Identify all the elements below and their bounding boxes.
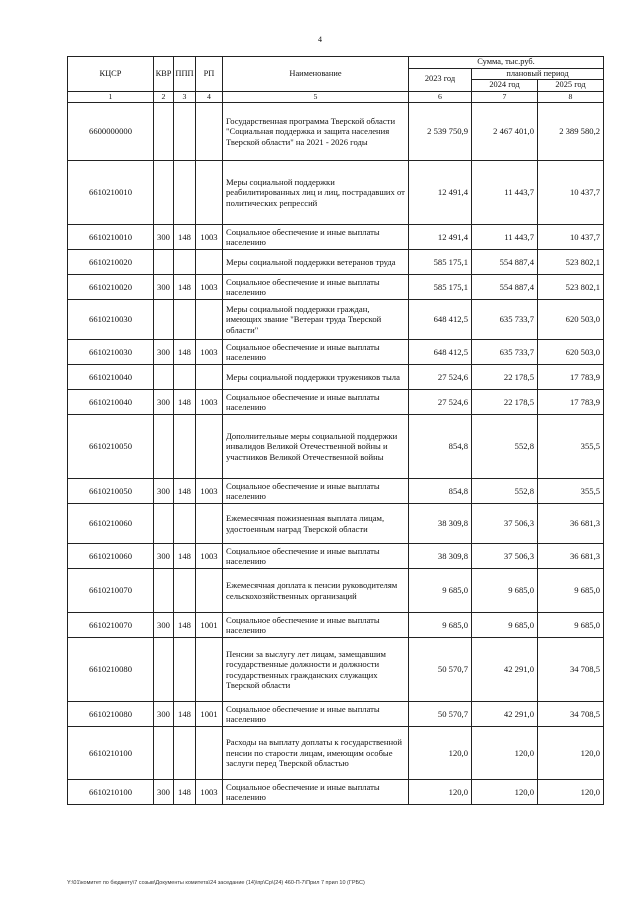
page-number: 4: [318, 35, 322, 44]
rp-cell: [196, 638, 223, 702]
amount-2025-cell: 620 503,0: [538, 340, 604, 365]
table-row: [68, 504, 604, 544]
amount-2024-cell: 552,8: [472, 479, 538, 504]
kvr-cell: [154, 365, 174, 390]
kvr-cell: [154, 103, 174, 161]
amount-2024-cell: 120,0: [472, 727, 538, 780]
ppp-cell: 148: [174, 780, 196, 805]
name-cell: Социальное обеспечение и иные выплаты населению: [223, 390, 409, 415]
budget-table: [67, 56, 604, 805]
name-cell: Ежемесячная пожизненная выплата лицам, удостоенным наград Тверской области: [223, 504, 409, 544]
kvr-cell: [154, 300, 174, 340]
rp-cell: 1003: [196, 340, 223, 365]
kvr-cell: 300: [154, 780, 174, 805]
name-cell: Социальное обеспечение и иные выплаты населению: [223, 479, 409, 504]
amount-2024-cell: 552,8: [472, 415, 538, 479]
amount-2024-cell: 11 443,7: [472, 225, 538, 250]
amount-2024-cell: 635 733,7: [472, 340, 538, 365]
column-number: 4: [196, 91, 223, 103]
rp-cell: [196, 103, 223, 161]
ppp-cell: [174, 250, 196, 275]
kcsr-cell: 6610210040: [68, 365, 154, 390]
table-body: [68, 103, 604, 805]
rp-cell: [196, 250, 223, 275]
header-2023: 2023 год: [409, 68, 472, 91]
table-row: [68, 390, 604, 415]
amount-2025-cell: 34 708,5: [538, 638, 604, 702]
table-row: [68, 780, 604, 805]
name-cell: Государственная программа Тверской области "Социальная поддержка и защита населения Тверской области" на 2021 - 2026 годы: [223, 103, 409, 161]
kvr-cell: [154, 161, 174, 225]
kcsr-cell: 6610210070: [68, 613, 154, 638]
kvr-cell: [154, 727, 174, 780]
amount-2023-cell: 854,8: [409, 415, 472, 479]
amount-2025-cell: 10 437,7: [538, 225, 604, 250]
column-number: 7: [472, 91, 538, 103]
ppp-cell: [174, 569, 196, 613]
kcsr-cell: 6600000000: [68, 103, 154, 161]
rp-cell: 1003: [196, 780, 223, 805]
kcsr-cell: 6610210060: [68, 544, 154, 569]
kcsr-cell: 6610210080: [68, 702, 154, 727]
kvr-cell: 300: [154, 479, 174, 504]
table-row: [68, 340, 604, 365]
column-number: 3: [174, 91, 196, 103]
table-row: [68, 161, 604, 225]
ppp-cell: 148: [174, 544, 196, 569]
rp-cell: [196, 415, 223, 479]
amount-2023-cell: 50 570,7: [409, 638, 472, 702]
kvr-cell: 300: [154, 390, 174, 415]
rp-cell: 1003: [196, 390, 223, 415]
kcsr-cell: 6610210050: [68, 479, 154, 504]
name-cell: Меры социальной поддержки реабилитированных лиц и лиц, пострадавших от политических репрессий: [223, 161, 409, 225]
rp-cell: 1001: [196, 613, 223, 638]
amount-2023-cell: 38 309,8: [409, 504, 472, 544]
kcsr-cell: 6610210070: [68, 569, 154, 613]
ppp-cell: 148: [174, 702, 196, 727]
amount-2023-cell: 27 524,6: [409, 390, 472, 415]
table-row: [68, 638, 604, 702]
rp-cell: 1001: [196, 702, 223, 727]
amount-2024-cell: 635 733,7: [472, 300, 538, 340]
kcsr-cell: 6610210020: [68, 275, 154, 300]
amount-2024-cell: 120,0: [472, 780, 538, 805]
amount-2024-cell: 554 887,4: [472, 250, 538, 275]
name-cell: Пенсии за выслугу лет лицам, замещавшим государственные должности и должности государственных гражданских служащих Тверской области: [223, 638, 409, 702]
ppp-cell: 148: [174, 275, 196, 300]
ppp-cell: 148: [174, 225, 196, 250]
header-2024: 2024 год: [472, 80, 538, 92]
name-cell: Социальное обеспечение и иные выплаты населению: [223, 702, 409, 727]
header-planned-period: плановый период: [472, 68, 604, 80]
amount-2024-cell: 22 178,5: [472, 390, 538, 415]
ppp-cell: 148: [174, 390, 196, 415]
rp-cell: 1003: [196, 544, 223, 569]
name-cell: Меры социальной поддержки граждан, имеющих звание "Ветеран труда Тверской области": [223, 300, 409, 340]
amount-2025-cell: 9 685,0: [538, 569, 604, 613]
ppp-cell: 148: [174, 479, 196, 504]
name-cell: Социальное обеспечение и иные выплаты населению: [223, 780, 409, 805]
column-number: 8: [538, 91, 604, 103]
amount-2023-cell: 12 491,4: [409, 225, 472, 250]
rp-cell: [196, 504, 223, 544]
amount-2025-cell: 9 685,0: [538, 613, 604, 638]
amount-2024-cell: 42 291,0: [472, 638, 538, 702]
column-number-row: [68, 91, 604, 103]
amount-2024-cell: 37 506,3: [472, 504, 538, 544]
amount-2025-cell: 2 389 580,2: [538, 103, 604, 161]
kvr-cell: 300: [154, 702, 174, 727]
amount-2023-cell: 9 685,0: [409, 613, 472, 638]
amount-2025-cell: 523 802,1: [538, 250, 604, 275]
ppp-cell: [174, 415, 196, 479]
amount-2025-cell: 355,5: [538, 415, 604, 479]
name-cell: Социальное обеспечение и иные выплаты населению: [223, 613, 409, 638]
kcsr-cell: 6610210030: [68, 300, 154, 340]
ppp-cell: 148: [174, 340, 196, 365]
amount-2025-cell: 120,0: [538, 780, 604, 805]
table-row: [68, 727, 604, 780]
amount-2025-cell: 620 503,0: [538, 300, 604, 340]
amount-2025-cell: 17 783,9: [538, 365, 604, 390]
amount-2025-cell: 120,0: [538, 727, 604, 780]
name-cell: Меры социальной поддержки ветеранов труда: [223, 250, 409, 275]
kvr-cell: 300: [154, 544, 174, 569]
table-row: [68, 365, 604, 390]
ppp-cell: [174, 504, 196, 544]
amount-2025-cell: 355,5: [538, 479, 604, 504]
ppp-cell: [174, 161, 196, 225]
kcsr-cell: 6610210100: [68, 780, 154, 805]
amount-2023-cell: 27 524,6: [409, 365, 472, 390]
name-cell: Социальное обеспечение и иные выплаты населению: [223, 275, 409, 300]
amount-2024-cell: 9 685,0: [472, 569, 538, 613]
amount-2023-cell: 38 309,8: [409, 544, 472, 569]
rp-cell: 1003: [196, 275, 223, 300]
amount-2023-cell: 854,8: [409, 479, 472, 504]
rp-cell: [196, 727, 223, 780]
table-row: [68, 569, 604, 613]
amount-2023-cell: 585 175,1: [409, 275, 472, 300]
table-row: [68, 479, 604, 504]
rp-cell: [196, 569, 223, 613]
file-path-footer: Y:\01\комитет по бюджету\7 созыв\Документы комитета\24 заседание (14)\пр\Ср\(24) 460-П-7\Прил 7 прил 10 (ГРБС): [67, 880, 365, 886]
kcsr-cell: 6610210020: [68, 250, 154, 275]
kvr-cell: 300: [154, 275, 174, 300]
amount-2024-cell: 9 685,0: [472, 613, 538, 638]
amount-2023-cell: 648 412,5: [409, 340, 472, 365]
amount-2024-cell: 37 506,3: [472, 544, 538, 569]
name-cell: Дополнительные меры социальной поддержки инвалидов Великой Отечественной войны и участников Великой Отечественной войны: [223, 415, 409, 479]
amount-2023-cell: 648 412,5: [409, 300, 472, 340]
name-cell: Социальное обеспечение и иные выплаты населению: [223, 340, 409, 365]
kvr-cell: 300: [154, 340, 174, 365]
header-name: Наименование: [223, 57, 409, 92]
header-2025: 2025 год: [538, 80, 604, 92]
amount-2025-cell: 17 783,9: [538, 390, 604, 415]
name-cell: Меры социальной поддержки тружеников тыла: [223, 365, 409, 390]
amount-2023-cell: 120,0: [409, 727, 472, 780]
kcsr-cell: 6610210050: [68, 415, 154, 479]
kvr-cell: [154, 250, 174, 275]
ppp-cell: [174, 300, 196, 340]
table-row: [68, 300, 604, 340]
table-row: [68, 225, 604, 250]
amount-2023-cell: 585 175,1: [409, 250, 472, 275]
amount-2024-cell: 42 291,0: [472, 702, 538, 727]
header-kcsr: КЦСР: [68, 57, 154, 92]
amount-2023-cell: 120,0: [409, 780, 472, 805]
rp-cell: [196, 300, 223, 340]
table-row: [68, 275, 604, 300]
column-number: 6: [409, 91, 472, 103]
ppp-cell: [174, 638, 196, 702]
ppp-cell: [174, 103, 196, 161]
amount-2024-cell: 11 443,7: [472, 161, 538, 225]
kvr-cell: [154, 415, 174, 479]
table-row: [68, 544, 604, 569]
amount-2025-cell: 34 708,5: [538, 702, 604, 727]
header-rp: РП: [196, 57, 223, 92]
header-sum: Сумма, тыс.руб.: [409, 57, 604, 69]
amount-2023-cell: 12 491,4: [409, 161, 472, 225]
column-number: 1: [68, 91, 154, 103]
name-cell: Социальное обеспечение и иные выплаты населению: [223, 225, 409, 250]
amount-2025-cell: 36 681,3: [538, 544, 604, 569]
rp-cell: 1003: [196, 479, 223, 504]
table-row: [68, 613, 604, 638]
kcsr-cell: 6610210040: [68, 390, 154, 415]
amount-2025-cell: 523 802,1: [538, 275, 604, 300]
table-row: [68, 415, 604, 479]
kcsr-cell: 6610210060: [68, 504, 154, 544]
kvr-cell: [154, 569, 174, 613]
name-cell: Расходы на выплату доплаты к государственной пенсии по старости лицам, имеющим особые заслуги перед Тверской областью: [223, 727, 409, 780]
amount-2023-cell: 50 570,7: [409, 702, 472, 727]
column-number: 5: [223, 91, 409, 103]
amount-2025-cell: 36 681,3: [538, 504, 604, 544]
amount-2024-cell: 554 887,4: [472, 275, 538, 300]
table-row: [68, 250, 604, 275]
header-kvr: КВР: [154, 57, 174, 92]
table-header: [68, 57, 604, 103]
amount-2025-cell: 10 437,7: [538, 161, 604, 225]
kvr-cell: [154, 638, 174, 702]
table-row: [68, 702, 604, 727]
name-cell: Социальное обеспечение и иные выплаты населению: [223, 544, 409, 569]
ppp-cell: [174, 727, 196, 780]
amount-2024-cell: 22 178,5: [472, 365, 538, 390]
kvr-cell: 300: [154, 613, 174, 638]
table-row: [68, 103, 604, 161]
kvr-cell: 300: [154, 225, 174, 250]
kcsr-cell: 6610210100: [68, 727, 154, 780]
kvr-cell: [154, 504, 174, 544]
column-number: 2: [154, 91, 174, 103]
name-cell: Ежемесячная доплата к пенсии руководителям сельскохозяйственных организаций: [223, 569, 409, 613]
kcsr-cell: 6610210030: [68, 340, 154, 365]
kcsr-cell: 6610210010: [68, 161, 154, 225]
rp-cell: [196, 161, 223, 225]
amount-2023-cell: 9 685,0: [409, 569, 472, 613]
ppp-cell: [174, 365, 196, 390]
kcsr-cell: 6610210080: [68, 638, 154, 702]
amount-2024-cell: 2 467 401,0: [472, 103, 538, 161]
kcsr-cell: 6610210010: [68, 225, 154, 250]
ppp-cell: 148: [174, 613, 196, 638]
header-ppp: ППП: [174, 57, 196, 92]
rp-cell: 1003: [196, 225, 223, 250]
amount-2023-cell: 2 539 750,9: [409, 103, 472, 161]
rp-cell: [196, 365, 223, 390]
